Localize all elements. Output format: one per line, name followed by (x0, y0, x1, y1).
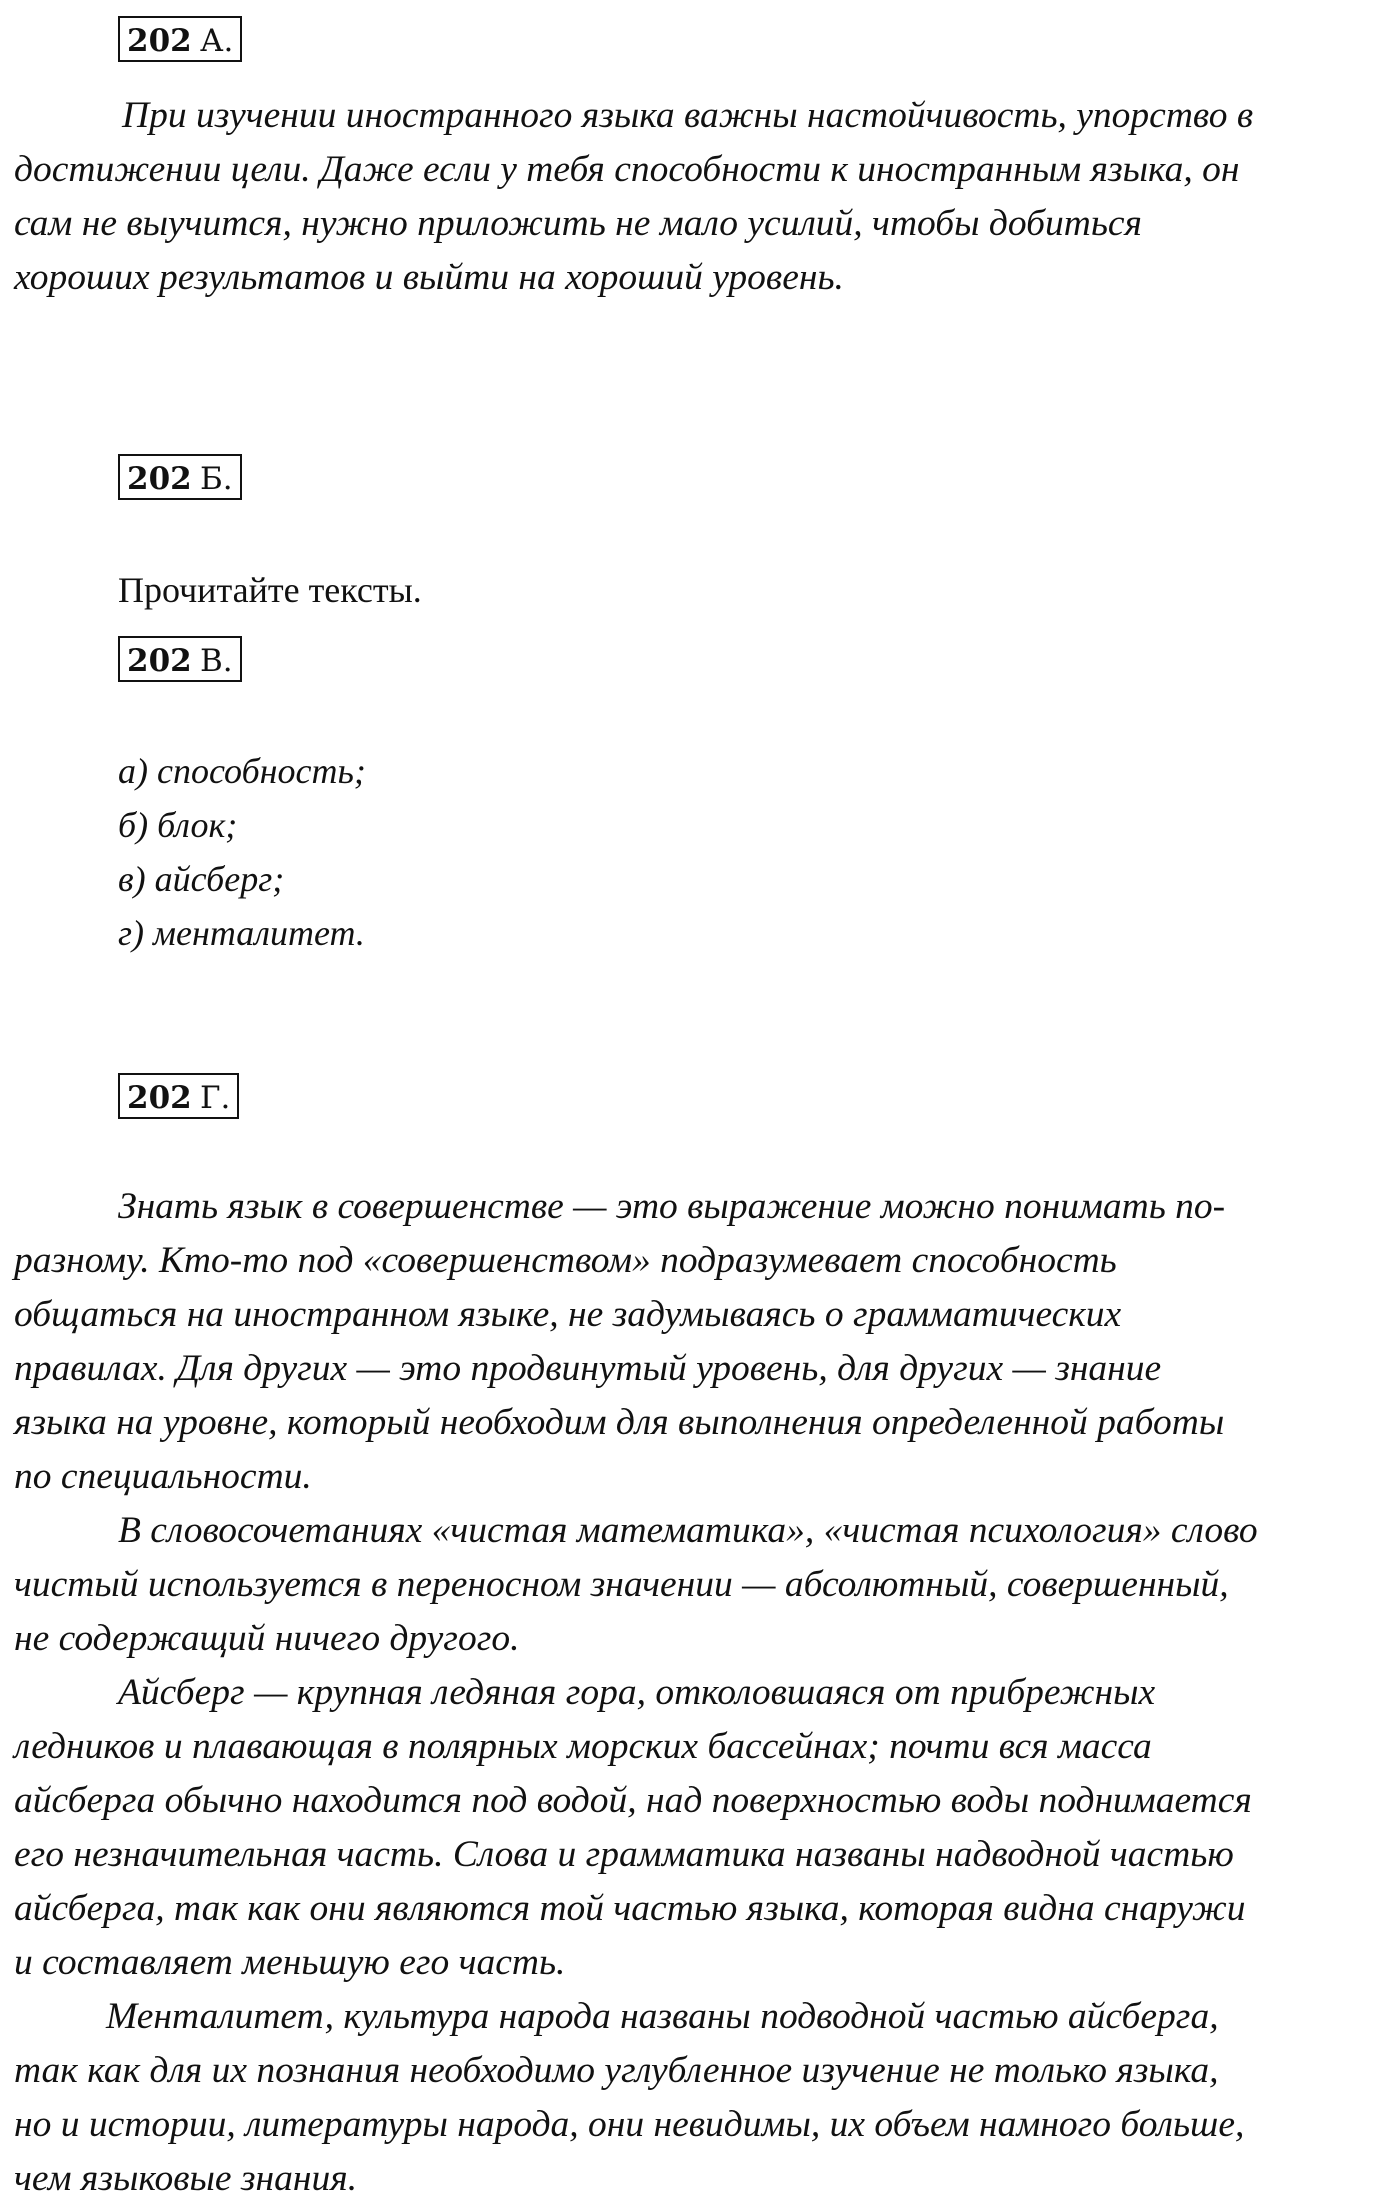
answer-202a-text (14, 89, 1374, 305)
exercise-number: 202 (127, 1080, 192, 1116)
text-line: и составляет меньшую его часть. (14, 1942, 566, 1983)
exercise-letter: В. (199, 643, 233, 679)
text-line: разному. Кто-то под «совершенством» подразумевает способность (14, 1240, 1117, 1281)
text-line: Айсберг — крупная ледяная гора, отколовшаяся от прибрежных (118, 1672, 1156, 1713)
text-line: чем языковые знания. (14, 2158, 358, 2199)
text-line: айсберга, так как они являются той частью языка, которая видна снаружи (14, 1888, 1246, 1929)
text-line: общаться на иностранном языке, не задумываясь о грамматических (14, 1294, 1122, 1335)
text-line: его незначительная часть. Слова и грамматика названы надводной частью (14, 1834, 1234, 1875)
exercise-label-202v (118, 636, 242, 682)
answer-202v-list (118, 744, 366, 960)
text-line: ледников и плавающая в полярных морских бассейнах; почти вся масса (14, 1726, 1152, 1767)
answer-202g-text (14, 1180, 1374, 2206)
text-line: языка на уровне, который необходим для выполнения определенной работы (14, 1402, 1225, 1443)
text-line: айсберга обычно находится под водой, над поверхностью воды поднимается (14, 1780, 1252, 1821)
text-line: хороших результатов и выйти на хороший уровень. (14, 257, 844, 298)
text-line: по специальности. (14, 1456, 312, 1497)
text-line: Знать язык в совершенстве — это выражение можно понимать по- (118, 1186, 1226, 1227)
text-line: достижении цели. Даже если у тебя способности к иностранным языка, он (14, 149, 1240, 190)
text-line: Менталитет, культура народа названы подводной частью айсберга, (106, 1996, 1219, 2037)
exercise-number: 202 (127, 23, 192, 59)
exercise-number: 202 (127, 643, 192, 679)
text-line: так как для их познания необходимо углубленное изучение не только языка, (14, 2050, 1219, 2091)
exercise-letter: Г. (199, 1080, 231, 1116)
text-line: чистый используется в переносном значении — абсолютный, совершенный, (14, 1564, 1229, 1605)
answer-202b-text: Прочитайте тексты. (118, 570, 422, 610)
list-item: б) блок; (118, 805, 238, 845)
exercise-letter: А. (199, 23, 234, 59)
exercise-label-202a (118, 16, 242, 62)
text-line: не содержащий ничего другого. (14, 1618, 520, 1659)
exercise-label-202g (118, 1073, 239, 1119)
exercise-label-202b (118, 454, 242, 500)
text-line: правилах. Для других — это продвинутый уровень, для других — знание (14, 1348, 1162, 1389)
list-item: г) менталитет. (118, 913, 365, 953)
exercise-letter: Б. (199, 461, 233, 497)
exercise-number: 202 (127, 461, 192, 497)
list-item: а) способность; (118, 751, 366, 791)
text-line: сам не выучится, нужно приложить не мало усилий, чтобы добиться (14, 203, 1142, 244)
text-line: но и истории, литературы народа, они невидимы, их объем намного больше, (14, 2104, 1245, 2145)
text-line: В словосочетаниях «чистая математика», «чистая психология» слово (118, 1510, 1258, 1551)
text-line: При изучении иностранного языка важны настойчивость, упорство в (122, 95, 1254, 136)
list-item: в) айсберг; (118, 859, 285, 899)
